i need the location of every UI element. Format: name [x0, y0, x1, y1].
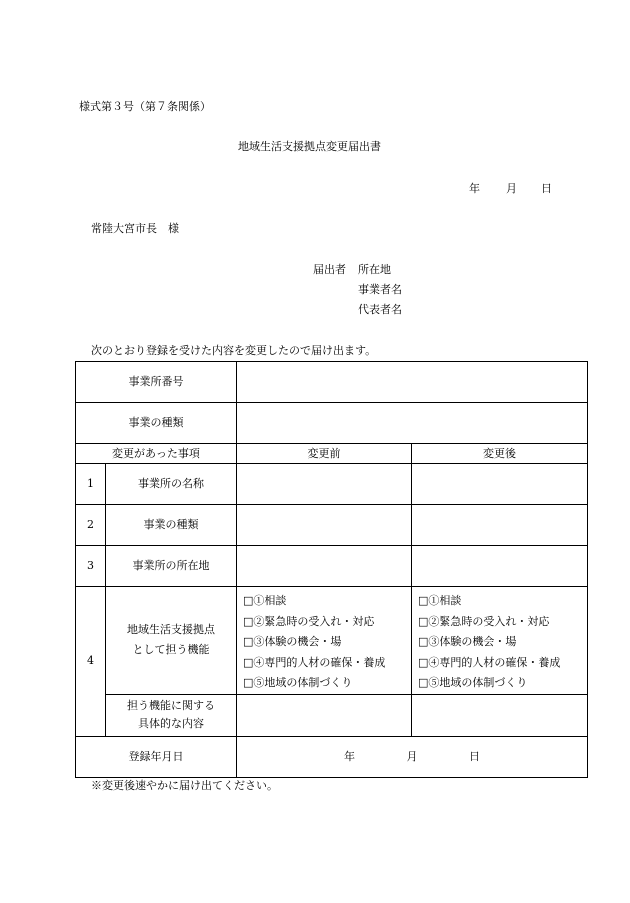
- details-before-field[interactable]: [237, 694, 412, 736]
- changed-items-header: 変更があった事項: [76, 444, 237, 464]
- after-option-checkbox[interactable]: □④専門的人材の確保・養成: [418, 655, 561, 669]
- after-option-checkbox[interactable]: □①相談: [418, 594, 462, 607]
- details-after-field[interactable]: [412, 694, 588, 736]
- before-option-checkbox[interactable]: □⑤地域の体制づくり: [243, 676, 353, 690]
- header-row: [76, 444, 588, 464]
- details-label: [106, 694, 237, 736]
- row-label: 事業所の所在地: [106, 546, 237, 587]
- after-options: [412, 587, 588, 695]
- applicant-business-name-label: 事業者名: [358, 283, 402, 296]
- details-row: [76, 694, 588, 736]
- change-form-table: [75, 361, 588, 778]
- before-options: [237, 587, 412, 695]
- row-label: [106, 587, 237, 695]
- after-option-checkbox[interactable]: □②緊急時の受入れ・対応: [418, 614, 550, 628]
- before-option-checkbox[interactable]: □③体験の機会・場: [243, 635, 342, 649]
- before-header: 変更前: [237, 444, 412, 464]
- document-title: 地域生活支援拠点変更届出書: [238, 140, 381, 153]
- registration-date-label: 登録年月日: [76, 736, 237, 777]
- before-field[interactable]: [237, 505, 412, 546]
- intro-text: 次のとおり登録を受けた内容を変更したので届け出ます。: [91, 344, 377, 357]
- reg-year-label: 年: [344, 749, 355, 763]
- applicant-label: 届出者: [313, 263, 346, 276]
- registration-date-field[interactable]: [237, 736, 588, 777]
- row-number: 4: [76, 587, 106, 737]
- after-option-checkbox[interactable]: □⑤地域の体制づくり: [418, 676, 528, 690]
- row-label-line1: 地域生活支援拠点: [127, 623, 215, 637]
- applicant-representative-label: 代表者名: [358, 303, 402, 316]
- row-number: 2: [76, 505, 106, 546]
- row-number: 1: [76, 464, 106, 505]
- before-option-checkbox[interactable]: □④専門的人材の確保・養成: [243, 655, 386, 669]
- applicant-address-label: 所在地: [358, 263, 391, 276]
- after-field[interactable]: [412, 505, 588, 546]
- date-day-label: 日: [541, 182, 552, 195]
- row-number: 3: [76, 546, 106, 587]
- row-label: 事業所の名称: [106, 464, 237, 505]
- office-number-label: 事業所番号: [76, 362, 237, 403]
- row-label: 事業の種類: [106, 505, 237, 546]
- business-type-row: [76, 403, 588, 444]
- reg-day-label: 日: [469, 749, 480, 763]
- footnote: ※変更後速やかに届け出てください。: [91, 779, 278, 792]
- before-field[interactable]: [237, 464, 412, 505]
- date-month-label: 月: [506, 182, 517, 195]
- table-row: [76, 587, 588, 695]
- registration-date-row: [76, 736, 588, 777]
- table-row: [76, 505, 588, 546]
- office-number-field[interactable]: [237, 362, 588, 403]
- business-type-label: 事業の種類: [76, 403, 237, 444]
- table-row: [76, 546, 588, 587]
- details-label-line2: 具体的な内容: [138, 717, 204, 731]
- before-option-checkbox[interactable]: □②緊急時の受入れ・対応: [243, 614, 375, 628]
- row-label-line2: として担う機能: [132, 643, 210, 657]
- details-label-line1: 担う機能に関する: [127, 699, 215, 713]
- form-number-label: 様式第３号（第７条関係）: [79, 100, 211, 113]
- office-number-row: [76, 362, 588, 403]
- reg-month-label: 月: [406, 749, 418, 763]
- addressee: 常陸大宮市長 様: [91, 222, 179, 235]
- after-option-checkbox[interactable]: □③体験の機会・場: [418, 635, 517, 649]
- after-header: 変更後: [412, 444, 588, 464]
- table-row: [76, 464, 588, 505]
- after-field[interactable]: [412, 546, 588, 587]
- after-field[interactable]: [412, 464, 588, 505]
- before-field[interactable]: [237, 546, 412, 587]
- business-type-field[interactable]: [237, 403, 588, 444]
- before-option-checkbox[interactable]: □①相談: [243, 594, 287, 607]
- date-year-label: 年: [469, 182, 480, 195]
